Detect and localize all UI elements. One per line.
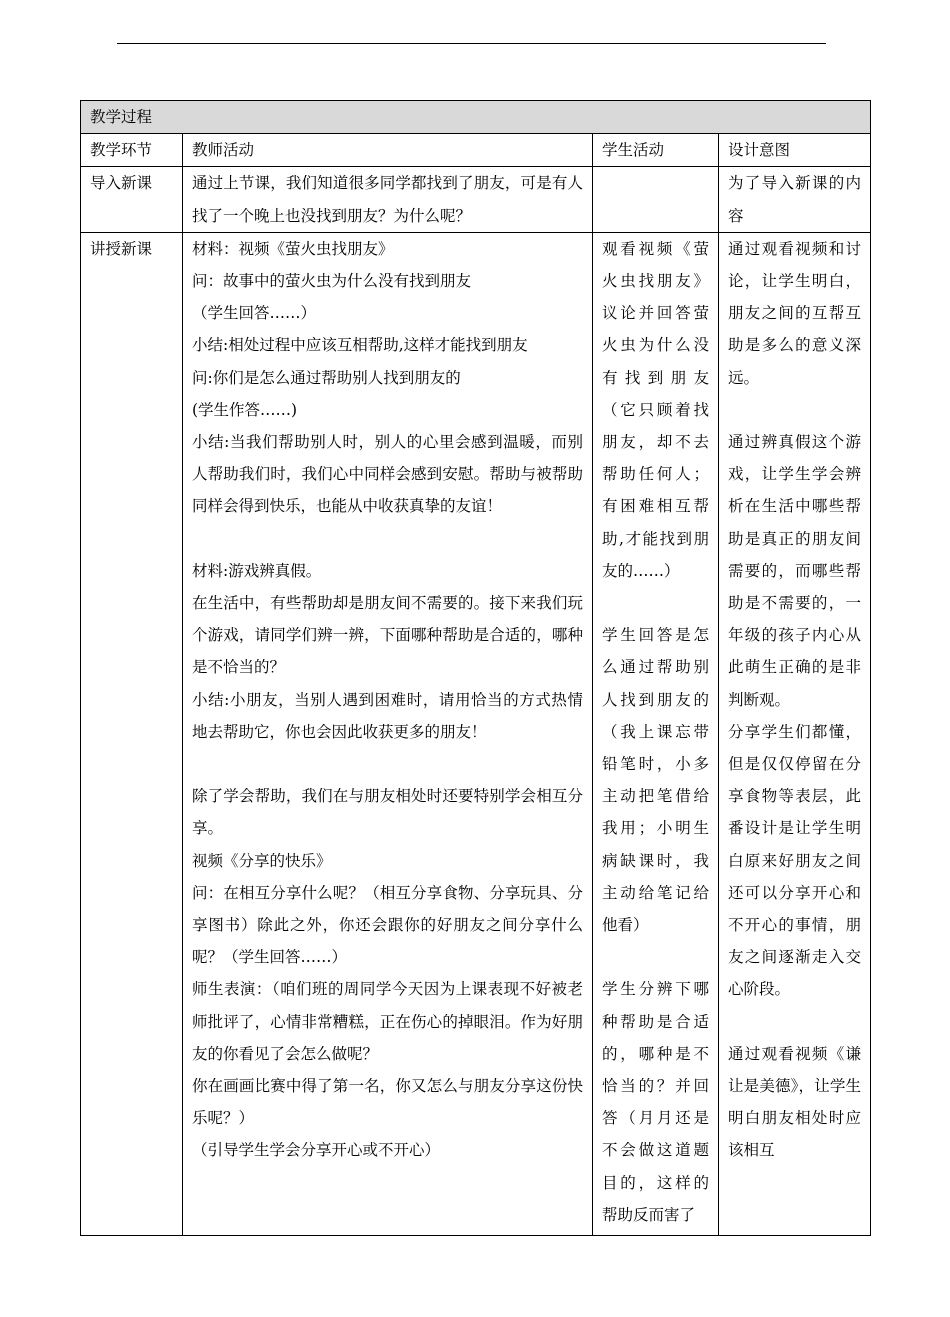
teacher-line: 小结:当我们帮助别人时，别人的心里会感到温暖，而别人帮助我们时，我们心中同样会感到安慰。帮助与被帮助同样会得到快乐，也能从中收获真挚的友谊！ bbox=[192, 433, 583, 516]
student-line: 学生分辨下哪种帮助是合适的，哪种是不恰当的？并回答（月月还是不会做这道题目的，这样的帮助反而害了 bbox=[602, 980, 709, 1224]
design-line bbox=[728, 394, 861, 426]
student-line bbox=[602, 941, 709, 973]
teacher-line: 视频《分享的快乐》 bbox=[192, 851, 332, 870]
teacher-line: 材料:游戏辨真假。 bbox=[192, 561, 322, 580]
lesson-plan-table bbox=[80, 100, 871, 1236]
teacher-line: 问：在相互分享什么呢？（相互分享食物、分享玩具、分享图书）除此之外，你还会跟你的好朋友之间分享什么呢？（学生回答……） bbox=[192, 883, 583, 967]
teacher-line: (学生作答……) bbox=[192, 400, 298, 419]
header-rule bbox=[117, 43, 826, 44]
design-line: 通过观看视频《谦让是美德》，让学生明白朋友相处时应该相互 bbox=[728, 1044, 862, 1160]
stage-cell: 讲授新课 bbox=[81, 232, 183, 1235]
header-design: 设计意图 bbox=[719, 134, 871, 167]
design-line: 通过辨真假这个游戏，让学生学会辨析在生活中哪些帮助是真正的朋友间需要的，而哪些帮助是不需要的，一年级的孩子内心从此萌生正确的是非判断观。 bbox=[728, 433, 862, 709]
teacher-line: 通过上节课，我们知道很多同学都找到了朋友，可是有人找了一个晚上也没找到朋友？为什么呢？ bbox=[192, 174, 583, 225]
design-line: 为了导入新课的内容 bbox=[728, 174, 862, 225]
teacher-line: 小结:小朋友，当别人遇到困难时，请用恰当的方式热情地去帮助它，你也会因此收获更多的朋友！ bbox=[192, 690, 583, 741]
stage-cell: 导入新课 bbox=[81, 167, 183, 232]
teacher-line: 材料：视频《萤火虫找朋友》 bbox=[192, 239, 394, 258]
teacher-cell bbox=[183, 167, 593, 232]
student-cell bbox=[593, 232, 719, 1235]
design-line: 分享学生们都懂，但是仅仅停留在分享食物等表层，此番设计是让学生明白原来好朋友之间还可以分享开心和不开心的事情，朋友之间逐渐走入交心阶段。 bbox=[728, 722, 862, 999]
student-line bbox=[602, 587, 709, 619]
teacher-line: 师生表演：（咱们班的周同学今天因为上课表现不好被老师批评了，心情非常糟糕，正在伤心的掉眼泪。作为好朋友的你看见了会怎么做呢？ bbox=[192, 980, 583, 1063]
student-line: 观看视频《萤火虫找朋友》议论并回答萤火虫为什么没有找到朋友（它只顾着找朋友，却不去帮助任何人；有困难相互帮助,才能找到朋友的……） bbox=[602, 239, 709, 580]
section-title: 教学过程 bbox=[81, 101, 871, 134]
teacher-line: 你在画画比赛中得了第一名，你又怎么与朋友分享这份快乐呢？） bbox=[192, 1077, 583, 1128]
teacher-line: （引导学生学会分享开心或不开心） bbox=[192, 1141, 441, 1160]
teacher-line bbox=[192, 748, 583, 780]
design-cell bbox=[719, 232, 871, 1235]
table-row bbox=[81, 167, 871, 232]
design-line: 通过观看视频和讨论，让学生明白，朋友之间的互帮互助是多么的意义深远。 bbox=[728, 239, 862, 387]
teacher-line bbox=[192, 523, 583, 555]
teacher-cell bbox=[183, 232, 593, 1235]
header-student: 学生活动 bbox=[593, 134, 719, 167]
teacher-line: 在生活中，有些帮助却是朋友间不需要的。接下来我们玩个游戏，请同学们辨一辨，下面哪种帮助是合适的，哪种是不恰当的？ bbox=[192, 594, 583, 677]
teacher-line: （学生回答……） bbox=[192, 304, 317, 323]
header-stage: 教学环节 bbox=[81, 134, 183, 167]
student-line: 学生回答是怎么通过帮助别人找到朋友的（我上课忘带铅笔时，小多主动把笔借给我用；小明生病缺课时，我主动给笔记给他看） bbox=[602, 626, 709, 935]
teacher-line: 小结:相处过程中应该互相帮助,这样才能找到朋友 bbox=[192, 336, 528, 355]
table-row bbox=[81, 232, 871, 1235]
student-cell bbox=[593, 167, 719, 232]
design-cell bbox=[719, 167, 871, 232]
header-teacher: 教师活动 bbox=[183, 134, 593, 167]
teacher-line: 问:你们是怎么通过帮助别人找到朋友的 bbox=[192, 368, 461, 387]
teacher-line: 除了学会帮助，我们在与朋友相处时还要特别学会相互分享。 bbox=[192, 787, 583, 838]
design-line bbox=[728, 1006, 861, 1038]
teacher-line: 问：故事中的萤火虫为什么没有找到朋友 bbox=[192, 272, 472, 291]
